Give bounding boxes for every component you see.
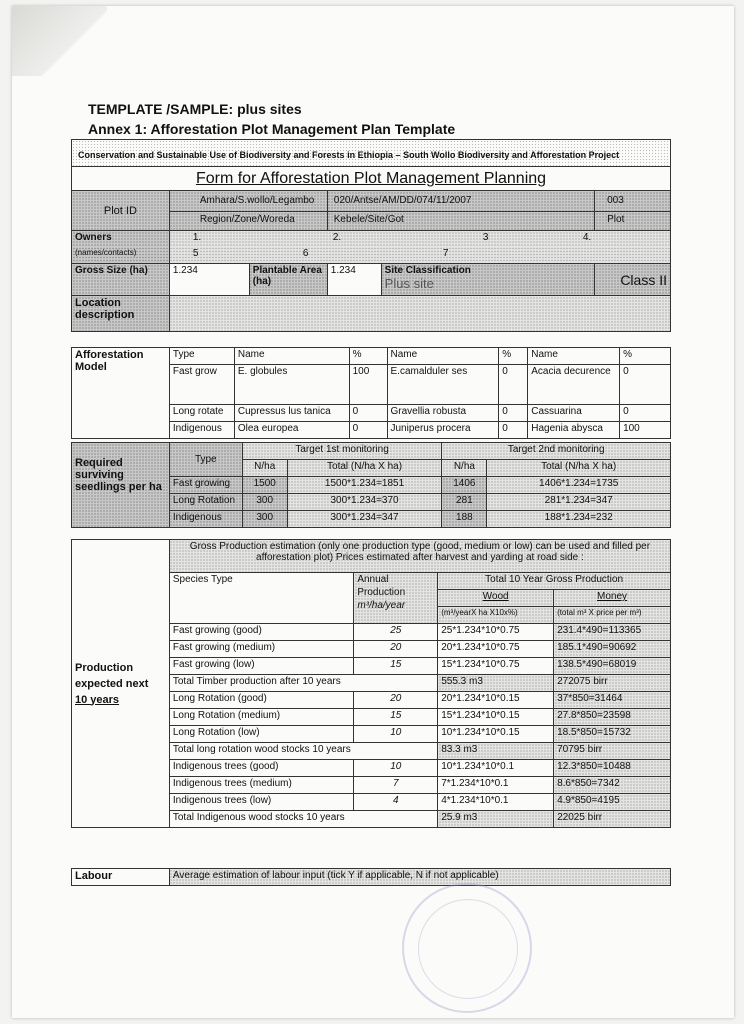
seedlings-label: Required surviving seedlings per ha [72,443,170,528]
prod-cell: 4*1.234*10*0.1 [438,794,554,811]
seed-cell: 1406 [442,477,487,494]
prod-cell: 20*1.234*10*0.75 [438,641,554,658]
prod-cell: Fast growing (low) [169,658,353,675]
aff-cell: Cupressus lus tanica [234,405,349,422]
prod-cell: 20 [354,641,438,658]
gross-size-label: Gross Size (ha) [72,264,170,296]
aff-cell: E.camalduler ses [387,365,499,405]
afforestation-label-cell [72,348,170,439]
aff-cell: E. globules [234,365,349,405]
project-banner: Conservation and Sustainable Use of Biodiversity and Forests in Ethiopia – South Wollo Biodiversity and Afforestation Project [71,139,671,166]
prod-total-wood: 555.3 m3 [438,675,554,692]
aff-cell: 100 [349,365,387,405]
owners-label: Owners [72,231,170,248]
target-1-header: Target 1st monitoring [242,443,442,460]
seed-cell: 281 [442,494,487,511]
annual-line-1: Annual [357,574,389,585]
owner-1: 1. [192,232,202,243]
seedlings-type-header: Type [169,443,242,477]
aff-cell: Olea europea [234,422,349,439]
region-caption: Region/Zone/Woreda [199,214,295,225]
owner-6: 6 [302,248,309,259]
prod-cell: Indigenous trees (low) [169,794,353,811]
prod-total-label: Total Timber production after 10 years [169,675,437,692]
sub-nha-1: N/ha [242,460,287,477]
kebele-cell [327,191,594,231]
species-type-header: Species Type [169,573,353,624]
prod-cell: 12.3*850=10488 [554,760,671,777]
plantable-area-label: Plantable Area (ha) [249,264,327,296]
col-type: Type [169,348,234,365]
prod-cell: 15 [354,709,438,726]
form-title [71,166,671,190]
labour-text: Average estimation of labour input (tick Y if applicable, N if not applicable) [169,869,670,886]
location-value [169,296,670,332]
plantable-area-value: 1.234 [327,264,381,296]
prod-cell: Indigenous trees (good) [169,760,353,777]
gross-size-value: 1.234 [169,264,249,296]
plot-cell [595,191,671,231]
location-label: Location description [72,296,170,332]
prod-cell: 10 [354,726,438,743]
prod-cell: 25 [354,624,438,641]
prod-total-money: 22025 birr [554,811,671,828]
prod-cell: 138.5*490=68019 [554,658,671,675]
site-classification-value: Plus site [384,276,434,291]
col-pct-3: % [620,348,671,365]
prod-cell: 8.6*850=7342 [554,777,671,794]
seed-cell: Fast growing [169,477,242,494]
seed-cell: 300*1.234=370 [287,494,442,511]
prod-cell: 4 [354,794,438,811]
prod-total-wood: 25.9 m3 [438,811,554,828]
prod-cell: 37*850=31464 [554,692,671,709]
prod-cell: 27.8*850=23598 [554,709,671,726]
sub-total-1: Total (N/ha X ha) [287,460,442,477]
sub-nha-2: N/ha [442,460,487,477]
site-classification-cell [381,264,594,296]
prod-cell: 231.4*490=113365 [554,624,671,641]
col-name-2: Name [387,348,499,365]
prod-cell: 25*1.234*10*0.75 [438,624,554,641]
prod-cell: Long Rotation (low) [169,726,353,743]
prod-cell: 15 [354,658,438,675]
annual-line-3: m³/ha/year [357,600,406,611]
prod-cell: Fast growing (good) [169,624,353,641]
seed-cell: 300 [242,494,287,511]
official-stamp [402,883,532,1013]
aff-cell: 0 [499,365,528,405]
prod-cell: Fast growing (medium) [169,641,353,658]
plot-value: 003 [595,191,670,212]
aff-cell: 0 [499,405,528,422]
production-label-2: expected next [75,677,149,690]
annual-line-2: Production [357,587,406,598]
prod-cell: Indigenous trees (medium) [169,777,353,794]
aff-cell: 0 [349,422,387,439]
owner-7: 7 [442,248,449,259]
production-intro: Gross Production estimation (only one production type (good, medium or low) can be used and filled per afforestation plot) Prices estimated after harvest and yarding at road side : [169,540,670,573]
prod-cell: 10*1.234*10*0.1 [438,760,554,777]
seed-cell: 1406*1.234=1735 [487,477,671,494]
aff-cell: Fast grow [169,365,234,405]
prod-total-wood: 83.3 m3 [438,743,554,760]
aff-cell: Hagenia abysca [528,422,620,439]
plot-id-label: Plot ID [72,191,170,231]
owners-row1 [169,231,670,248]
prod-cell: 4.9*850=4195 [554,794,671,811]
labour-label: Labour [72,869,170,886]
aff-cell: 0 [499,422,528,439]
prod-total-money: 272075 birr [554,675,671,692]
seed-cell: Indigenous [169,511,242,528]
prod-cell: 20 [354,692,438,709]
col-name-3: Name [528,348,620,365]
aff-cell: Cassuarina [528,405,620,422]
total-gross-header: Total 10 Year Gross Production [438,573,671,590]
col-pct-2: % [499,348,528,365]
region-cell [169,191,327,231]
prod-total-label: Total long rotation wood stocks 10 years [169,743,437,760]
region-value: Amhara/S.wollo/Legambo [170,191,327,212]
aff-cell: Juniperus procera [387,422,499,439]
seed-cell: Long Rotation [169,494,242,511]
seed-cell: 300*1.234=347 [287,511,442,528]
seed-cell: 1500*1.234=1851 [287,477,442,494]
site-classification-label: Site Classification [384,265,471,276]
template-heading: TEMPLATE /SAMPLE: plus sites [88,101,302,117]
owners-sublabel: (names/contacts) [72,247,170,264]
col-pct-1: % [349,348,387,365]
prod-cell: 15*1.234*10*0.15 [438,709,554,726]
plot-info-table [71,190,671,332]
seed-cell: 188 [442,511,487,528]
labour-table [71,868,671,886]
sub-total-2: Total (N/ha X ha) [487,460,671,477]
form-title-text: Form for Afforestation Plot Management Planning [195,170,547,187]
wood-unit: (m³/yearX ha X10x%) [438,607,554,624]
aff-cell: 0 [349,405,387,422]
prod-cell: 185.1*490=90692 [554,641,671,658]
annual-header [354,573,438,624]
aff-cell: Long rotate [169,405,234,422]
aff-cell: 0 [620,405,671,422]
aff-cell: Gravellia robusta [387,405,499,422]
afforestation-label: Afforestation [75,349,144,361]
kebele-value: 020/Antse/AM/DD/074/11/2007 [328,191,594,212]
prod-cell: Long Rotation (good) [169,692,353,709]
production-table [71,539,671,828]
prod-total-label: Total Indigenous wood stocks 10 years [169,811,437,828]
aff-cell: Indigenous [169,422,234,439]
prod-cell: 7 [354,777,438,794]
seed-cell: 188*1.234=232 [487,511,671,528]
model-label: Model [75,361,107,373]
prod-total-money: 70795 birr [554,743,671,760]
aff-cell: Acacia decurence [528,365,620,405]
prod-cell: 10*1.234*10*0.15 [438,726,554,743]
money-header: Money [554,590,671,607]
plot-caption: Plot [607,214,625,225]
wood-header: Wood [438,590,554,607]
owner-4: 4. [582,232,592,243]
prod-cell: 18.5*850=15732 [554,726,671,743]
afforestation-table [71,347,671,439]
annex-heading: Annex 1: Afforestation Plot Management Plan Template [88,121,456,137]
seed-cell: 1500 [242,477,287,494]
seed-cell: 281*1.234=347 [487,494,671,511]
owner-3: 3 [482,232,489,243]
target-2-header: Target 2nd monitoring [442,443,671,460]
prod-cell: Long Rotation (medium) [169,709,353,726]
production-label-3: 10 years [75,693,120,706]
class-value: Class II [595,264,671,296]
prod-cell: 10 [354,760,438,777]
prod-cell: 7*1.234*10*0.1 [438,777,554,794]
owner-2: 2. [332,232,342,243]
prod-cell: 20*1.234*10*0.15 [438,692,554,709]
folded-corner [12,6,107,76]
seedlings-table [71,442,671,528]
seed-cell: 300 [242,511,287,528]
kebele-caption: Kebele/Site/Got [333,214,404,225]
aff-cell: 100 [620,422,671,439]
prod-cell: 15*1.234*10*0.75 [438,658,554,675]
owner-5: 5 [192,248,199,259]
owners-row2 [169,247,670,264]
production-label-cell [72,540,170,828]
money-unit: (total m³ X price per m³) [554,607,671,624]
aff-cell: 0 [620,365,671,405]
col-name-1: Name [234,348,349,365]
production-label-1: Production [75,661,134,674]
